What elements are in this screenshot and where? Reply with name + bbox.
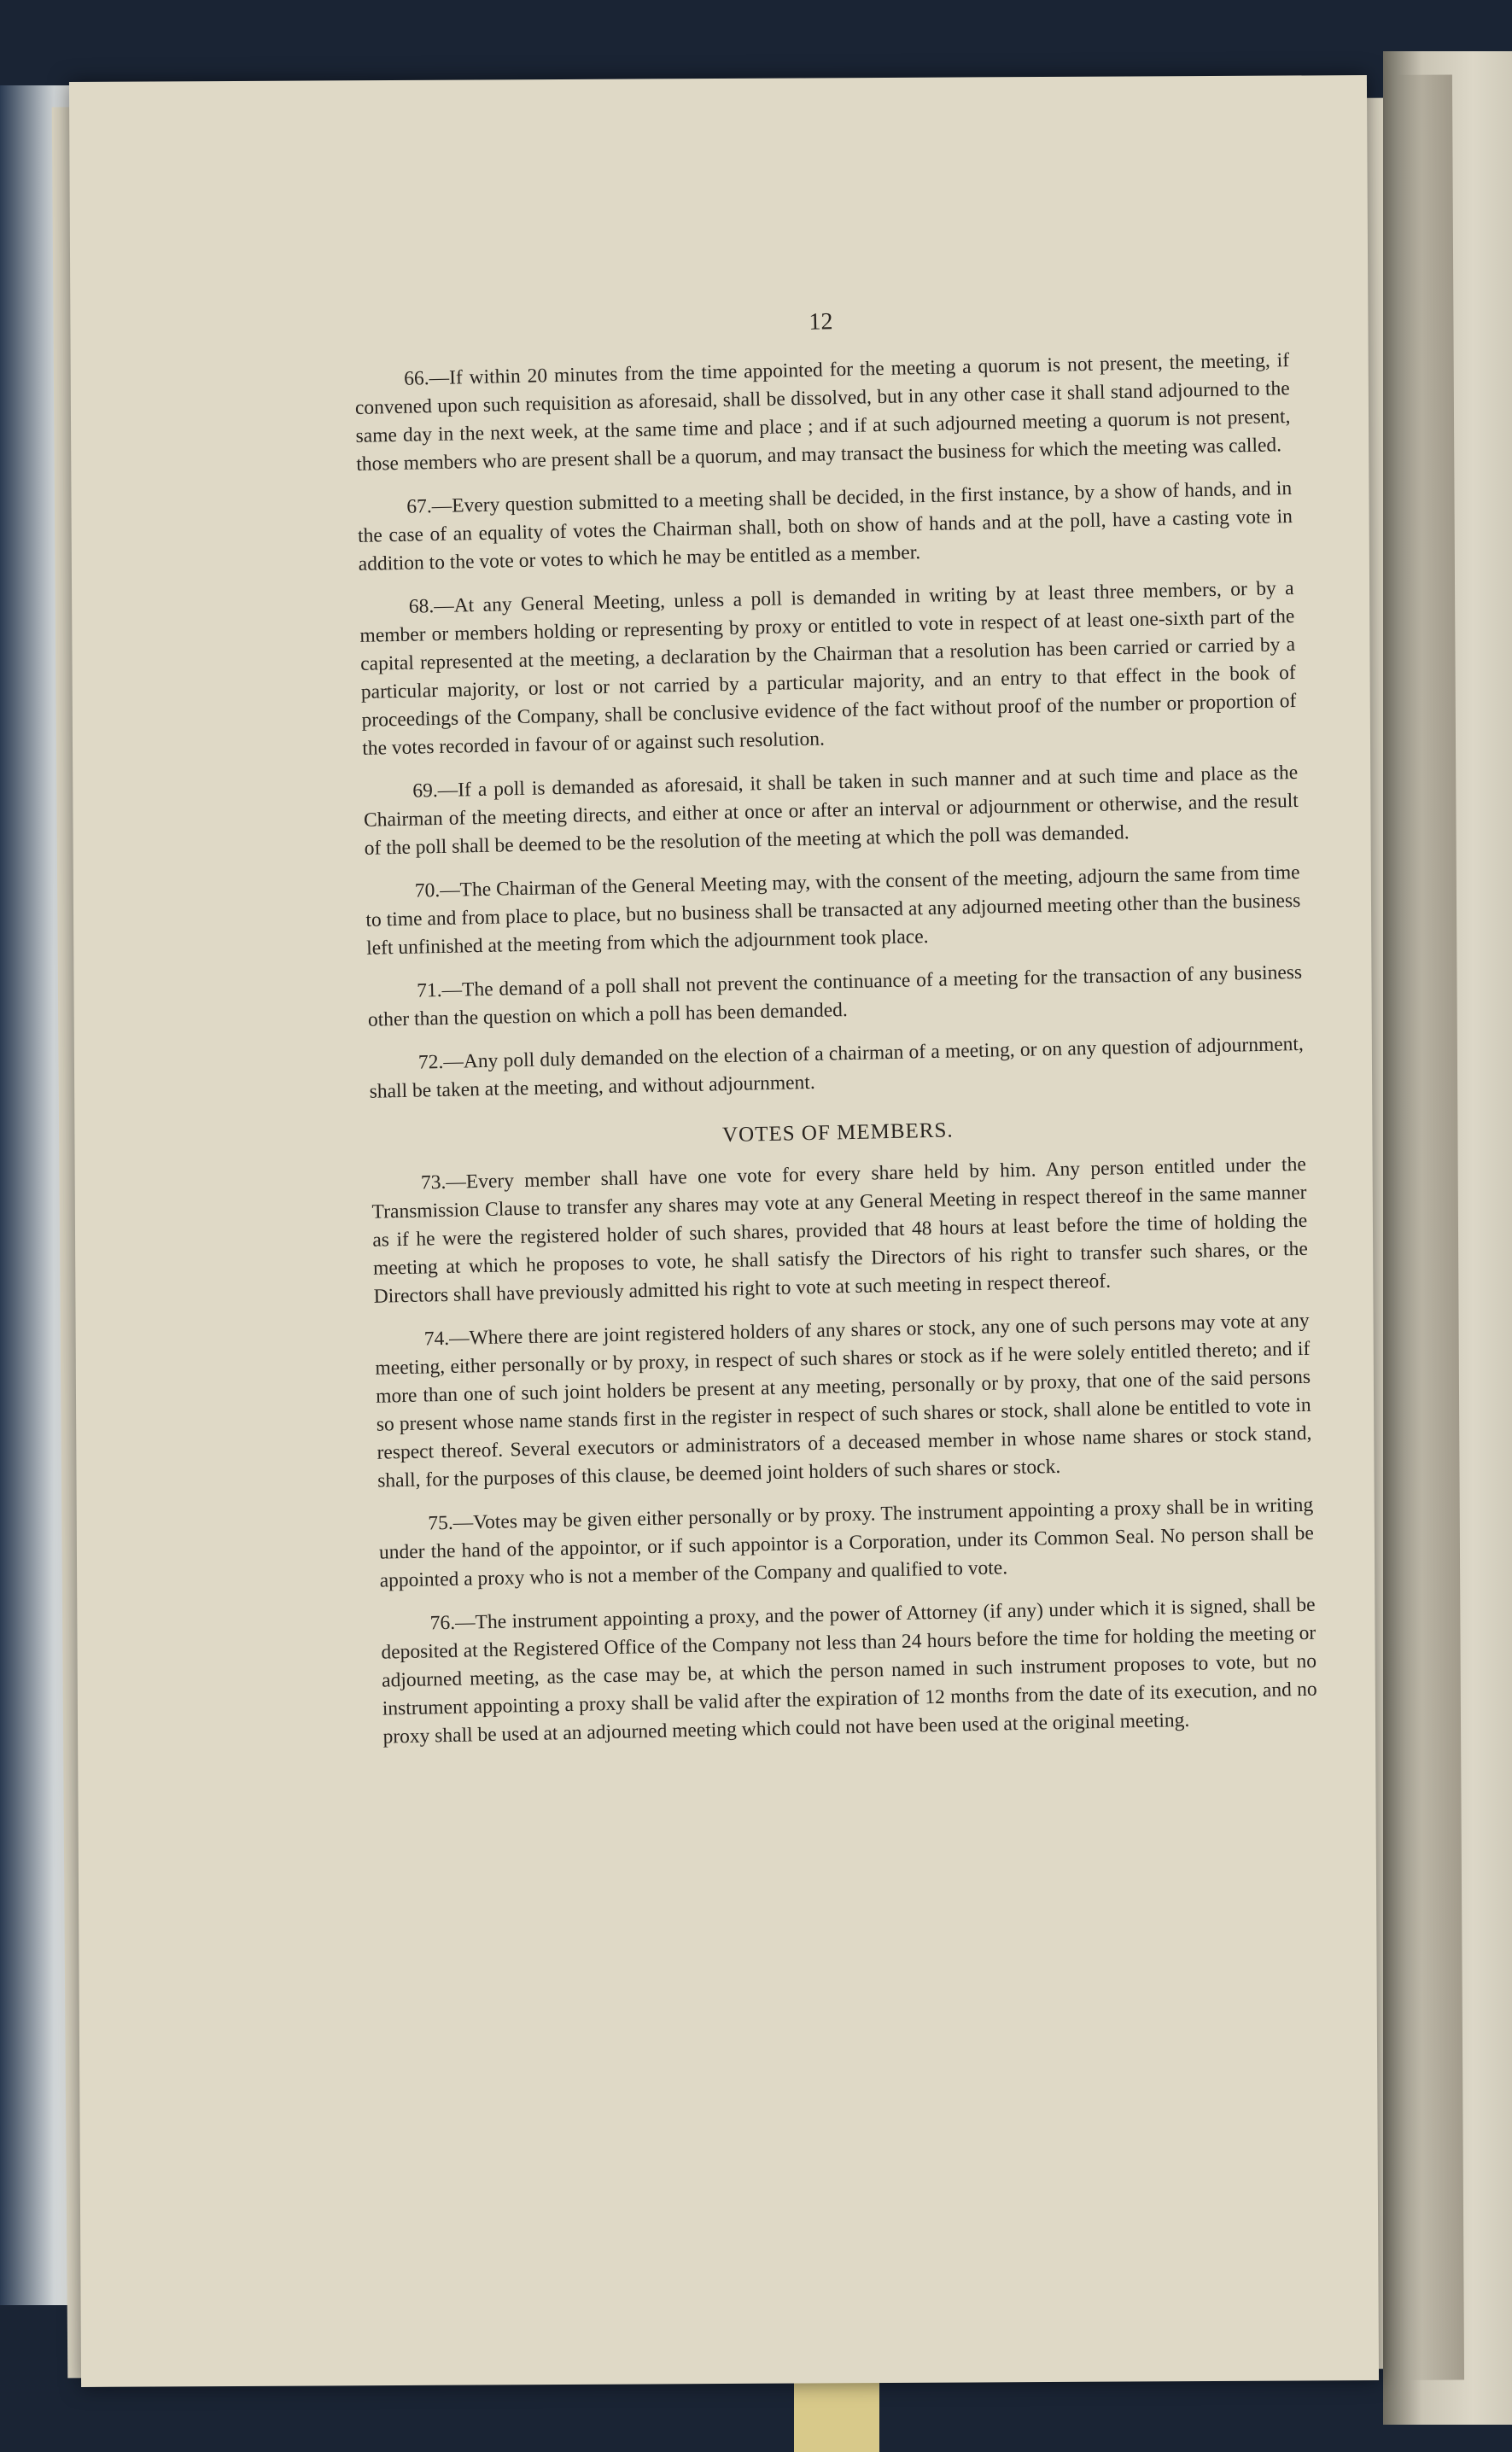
clause-75: 75.—Votes may be given either personally or by proxy. The instrument appointing a proxy shall be in writing under the hand of the appointor, or if such appointor is a Corporation, under its Common Seal. No person shall be appointed a proxy who is not a member of the Company and qualified to vote. [378,1493,1315,1592]
clause-67: 67.—Every question submitted to a meeting shall be decided, in the first instance, by a show of hands, and in the case of an equality of votes the Chairman shall, both on show of hands and at the poll, have a casting vote in addition to the vote or votes to which he may be entitled as a member. [357,477,1293,575]
clause-70: 70.—The Chairman of the General Meeting may, with the consent of the meeting, adjourn the same from time to time and from place to place, but no business shall be transacted at any adjourned meeting other than the business left unfinished at the meeting from which the adjournment took place. [365,861,1301,960]
clause-72: 72.—Any poll duly demanded on the election of a chairman of a meeting, or on any question of adjournment, shall be taken at the meeting, and without adjournment. [369,1032,1305,1103]
page-content [352,228,1318,1767]
section-heading: VOTES OF MEMBERS. [721,1118,954,1147]
clause-74: 74.—Where there are joint registered holders of any shares or stock, any one of such persons may vote at any meeting, either personally or by proxy, in respect of such shares or stock as if he were solely entitled thereto; and if more than one of such joint holders be present at any meeting, personally or by proxy, that one of the said persons so present whose name stands first in the register in respect of such shares or stock, shall alone be entitled to vote in respect thereof. Several executors or administrators of a deceased member in whose name shares or stock stand, shall, for the purposes of this clause, be deemed joint holders of such shares or stock. [375,1309,1312,1492]
page-number: 12 [809,308,833,336]
clause-68: 68.—At any General Meeting, unless a poll is demanded in writing by at least three members, or by a member or members holding or representing by proxy or entitled to vote in respect of at least one-sixth part of the capital represented at the meeting, a declaration by the Chairman that a resolution has been carried or carried by a particular majority, or lost or not carried by a particular majority, and an entry to that effect in the book of proceedings of the Company, shall be conclusive evidence of the fact without proof of the number or proportion of the votes recorded in favour of or against such resolution. [359,576,1297,760]
clause-76: 76.—The instrument appointing a proxy, and the power of Attorney (if any) under which it is signed, shall be deposited at the Registered Office of the Company not less than 24 hours before the time for holding the meeting or adjourned meeting, as the case may be, at which the person named in such instrument proposes to vote, but no instrument appointing a proxy shall be valid after the expiration of 12 months from the date of its execution, and no proxy shall be used at an adjourned meeting which could not have been used at the original meeting. [381,1593,1317,1749]
clause-73: 73.—Every member shall have one vote for every share held by him. Any person entitled under the Transmission Clause to transfer any shares may vote at any General Meeting in respect thereof in the same manner as if he were the registered holder of such shares, provided that 48 hours at least before the time of holding the meeting at which he proposes to vote, he shall satisfy the Directors of his right to transfer such shares, or the Directors shall have previously admitted his right to vote at such meeting in respect thereof. [371,1153,1309,1308]
clause-71: 71.—The demand of a poll shall not prevent the continuance of a meeting for the transaction of any business other than the question on which a poll has been demanded. [367,960,1303,1031]
clause-69: 69.—If a poll is demanded as aforesaid, it shall be taken in such manner and at such time and place as the Chairman of the meeting directs, and either at once or after an interval or adjournment or otherwise, and the result of the poll shall be deemed to be the resolution of the meeting at which the poll was demanded. [363,761,1299,860]
clause-66: 66.—If within 20 minutes from the time appointed for the meeting a quorum is not present, the meeting, if convened upon such requisition as aforesaid, shall be dissolved, but in any other case it shall stand adjourned to the same day in the next week, at the same time and place ; and if at such adjourned meeting a quorum is not present, those members who are present shall be a quorum, and may transact the business for which the meeting was called. [354,349,1291,476]
